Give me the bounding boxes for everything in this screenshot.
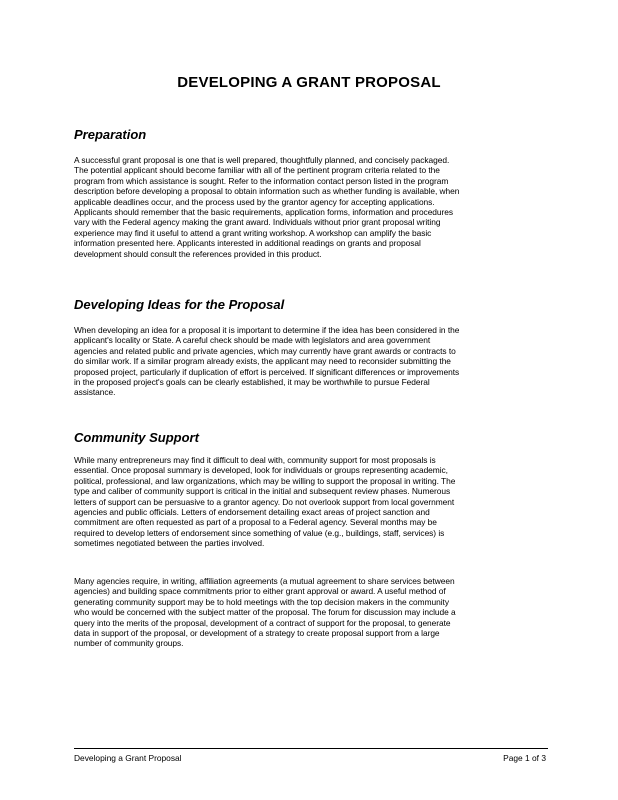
document-title: DEVELOPING A GRANT PROPOSAL [177,74,441,91]
paragraph-preparation: A successful grant proposal is one that is well prepared, thoughtfully planned, and concisely packaged. The potential applicant should become familiar with all of the pertinent program criteria related to the program from which assistance is sought. Refer to the information contact person listed in the program description before developing a proposal to obtain information such as whether funding is available, when applicable deadlines occur, and the process used by the grantor agency for accepting applications. Applicants should remember that the basic requirements, application forms, information and procedures vary with the Federal agency making the grant award. Individuals without prior grant proposal writing experience may find it useful to attend a grant writing workshop. A workshop can amplify the basic information presented here. Applicants interested in additional readings on grants and proposal development should consult the references provided in this product. [74,155,460,259]
section-heading-developing-ideas: Developing Ideas for the Proposal [74,297,285,312]
section-heading-community-support: Community Support [74,430,199,445]
paragraph-community-support-2: Many agencies require, in writing, affiliation agreements (a mutual agreement to share services between agencies) and building space commitments prior to either grant approval or award. A useful method of generating community support may be to hold meetings with the top decision makers in the community who would be concerned with the subject matter of the proposal. The forum for discussion may include a query into the merits of the proposal, development of a contract of support for the proposal, to generate data in support of the proposal, or development of a strategy to create proposal support from a large number of community groups. [74,576,456,649]
paragraph-community-support-1: While many entrepreneurs may find it difficult to deal with, community support for most proposals is essential. Once proposal summary is developed, look for individuals or groups representing academic, political, professional, and law organizations, which may be willing to support the proposal in writing. The type and caliber of community support is critical in the initial and subsequent review phases. Numerous letters of support can be persuasive to a grantor agency. Do not overlook support from local government agencies and public officials. Letters of endorsement detailing exact areas of project sanction and commitment are often requested as part of a proposal to a Federal agency. Several months may be required to develop letters of endorsement since something of value (e.g., buildings, staff, services) is sometimes negotiated between the parties involved. [74,455,456,549]
paragraph-developing-ideas: When developing an idea for a proposal it is important to determine if the idea has been considered in the applicant's locality or State. A careful check should be made with legislators and area government agencies and related public and private agencies, which may currently have grant awards or contracts to do similar work. If a similar program already exists, the applicant may need to reconsider submitting the proposed project, particularly if duplication of effort is perceived. If significant differences or improvements in the proposed project's goals can be clearly established, it may be worthwhile to pursue Federal assistance. [74,325,460,398]
section-heading-preparation: Preparation [74,127,147,142]
footer-document-name: Developing a Grant Proposal [74,753,182,763]
footer-divider [74,748,548,749]
footer-page-number: Page 1 of 3 [503,753,546,763]
